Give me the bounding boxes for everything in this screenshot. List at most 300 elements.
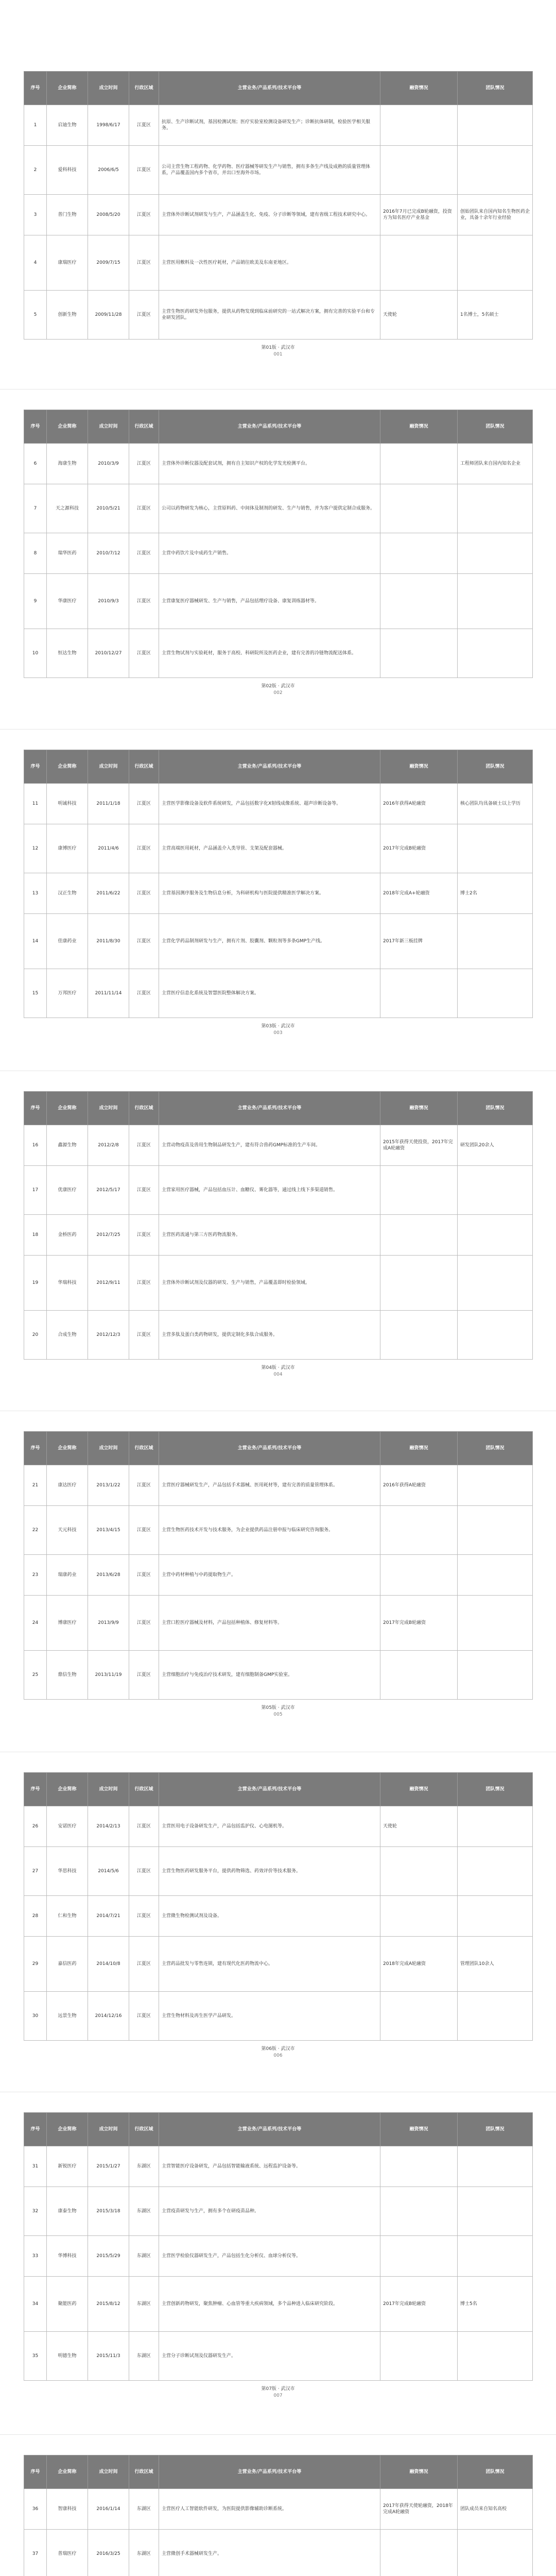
cell-name: 天元科技: [47, 1506, 88, 1555]
cell-founded: 2015/8/12: [88, 2277, 129, 2332]
header-name: 企业简称: [47, 72, 88, 105]
cell-financing: 2017年完成B轮融资: [380, 824, 458, 873]
cell-region: 江夏区: [129, 1896, 159, 1937]
cell-no: 27: [24, 1847, 47, 1896]
header-financing: 融资情况: [380, 1092, 458, 1125]
cell-no: 18: [24, 1215, 47, 1256]
cell-team: [458, 969, 533, 1018]
cell-founded: 2014/12/16: [88, 1992, 129, 2041]
cell-name: 爱科科技: [47, 146, 88, 195]
table-row: [24, 2332, 533, 2381]
table-row: [24, 574, 533, 629]
cell-business: 主营康复医疗器械研发、生产与销售，产品包括理疗设备、康复训练器材等。: [159, 574, 380, 629]
cell-no: 19: [24, 1256, 47, 1311]
header-region: 行政区域: [129, 2113, 159, 2146]
table-row: [24, 629, 533, 678]
cell-region: 江夏区: [129, 1937, 159, 1992]
cell-no: 2: [24, 146, 47, 195]
company-table: [24, 2455, 533, 2576]
cell-founded: 2012/7/25: [88, 1215, 129, 1256]
cell-financing: [380, 533, 458, 574]
cell-business: 主营口腔医疗器械及材料，产品包括种植体、修复材料等。: [159, 1596, 380, 1651]
cell-business: 主营生物试剂与实验耗材，服务于高校、科研院所及医药企业，建有完善的冷链物流配送体系。: [159, 629, 380, 678]
table-row: [24, 1215, 533, 1256]
table-row: [24, 1506, 533, 1555]
table-page: [24, 1431, 532, 1718]
header-team: 团队情况: [458, 1432, 533, 1465]
cell-region: 江夏区: [129, 969, 159, 1018]
cell-founded: 2013/11/19: [88, 1651, 129, 1700]
header-name: 企业简称: [47, 750, 88, 784]
cell-business: 公司以药物研发为核心，主营原料药、中间体及制剂的研发、生产与销售，并为客户提供定制合成服务。: [159, 484, 380, 533]
cell-no: 37: [24, 2530, 47, 2576]
cell-business: 主营医疗器械研发生产，产品包括手术器械、医用耗材等，建有完善的质量管理体系。: [159, 1465, 380, 1506]
cell-no: 32: [24, 2187, 47, 2236]
cell-name: 佳康药业: [47, 914, 88, 969]
cell-team: 团队成员来自知名高校: [458, 2489, 533, 2530]
cell-financing: [380, 1847, 458, 1896]
table-header-row: [24, 2455, 533, 2489]
cell-team: [458, 1806, 533, 1847]
cell-no: 26: [24, 1806, 47, 1847]
header-team: 团队情况: [458, 2113, 533, 2146]
cell-name: 远景生物: [47, 1992, 88, 2041]
cell-team: [458, 2187, 533, 2236]
cell-business: 主营分子诊断试剂及仪器研发生产。: [159, 2332, 380, 2381]
page-footer: [24, 2386, 532, 2399]
cell-region: 东湖区: [129, 2489, 159, 2530]
cell-no: 16: [24, 1125, 47, 1166]
footer-source: 第04版 · 武汉市: [261, 1365, 295, 1370]
cell-name: 瑞华医药: [47, 533, 88, 574]
cell-team: [458, 1555, 533, 1596]
cell-region: 江夏区: [129, 105, 159, 146]
cell-region: 江夏区: [129, 291, 159, 340]
table-row: [24, 2277, 533, 2332]
cell-financing: [380, 146, 458, 195]
cell-founded: 1998/6/17: [88, 105, 129, 146]
company-table: [24, 71, 533, 340]
cell-team: 1名博士，5名硕士: [458, 291, 533, 340]
table-row: [24, 1847, 533, 1896]
cell-founded: 2015/5/29: [88, 2236, 129, 2277]
cell-name: 金桥医药: [47, 1215, 88, 1256]
cell-name: 汉正生物: [47, 873, 88, 914]
table-row: [24, 2530, 533, 2576]
cell-business: 抗原、生产诊断试剂，基因检测试剂；医疗实验室检测设备研发生产；诊断抗体研制，检验医学相关服务。: [159, 105, 380, 146]
cell-region: 江夏区: [129, 873, 159, 914]
table-row: [24, 1166, 533, 1215]
table-row: [24, 1806, 533, 1847]
page-footer: [24, 683, 532, 697]
cell-region: 江夏区: [129, 629, 159, 678]
cell-name: 华博科技: [47, 2236, 88, 2277]
cell-no: 22: [24, 1506, 47, 1555]
cell-financing: 2018年完成A轮融资: [380, 1937, 458, 1992]
cell-financing: [380, 574, 458, 629]
page-number: 005: [273, 1712, 283, 1717]
cell-financing: 2017年完成B轮融资: [380, 2277, 458, 2332]
table-page: [24, 1772, 532, 2059]
cell-name: 嘉信医药: [47, 1937, 88, 1992]
cell-business: 主营生物医药研发服务平台，提供药物筛选、药效评价等技术服务。: [159, 1847, 380, 1896]
page-footer: [24, 1365, 532, 1378]
cell-team: [458, 1896, 533, 1937]
cell-no: 30: [24, 1992, 47, 2041]
cell-team: 博士5名: [458, 2277, 533, 2332]
table-row: [24, 533, 533, 574]
cell-business: 主营药品批发与零售连锁，建有现代化医药物流中心。: [159, 1937, 380, 1992]
table-header-row: [24, 410, 533, 444]
header-business: 主营业务/产品系列/技术平台等: [159, 750, 380, 784]
cell-business: 主营基因测序服务及生物信息分析，为科研机构与医院提供精准医学解决方案。: [159, 873, 380, 914]
header-team: 团队情况: [458, 1773, 533, 1806]
page-number: 006: [273, 2053, 283, 2058]
cell-business: 主营微生物检测试剂及设备。: [159, 1896, 380, 1937]
table-header-row: [24, 1432, 533, 1465]
cell-region: 江夏区: [129, 914, 159, 969]
cell-financing: [380, 1651, 458, 1700]
header-team: 团队情况: [458, 750, 533, 784]
cell-no: 8: [24, 533, 47, 574]
cell-financing: [380, 969, 458, 1018]
page-number: 002: [273, 690, 283, 696]
company-table: [24, 750, 533, 1018]
table-row: [24, 1311, 533, 1360]
cell-team: 研发团队20余人: [458, 1125, 533, 1166]
cell-business: 主营体外诊断仪器及配套试剂，拥有自主知识产权的化学发光检测平台。: [159, 444, 380, 484]
header-founded: 成立时间: [88, 410, 129, 444]
company-table: [24, 2112, 533, 2381]
cell-region: 江夏区: [129, 235, 159, 291]
header-founded: 成立时间: [88, 72, 129, 105]
footer-source: 第02版 · 武汉市: [261, 684, 295, 689]
cell-team: [458, 1311, 533, 1360]
cell-team: 管理团队10余人: [458, 1937, 533, 1992]
cell-no: 28: [24, 1896, 47, 1937]
cell-no: 6: [24, 444, 47, 484]
cell-founded: 2015/3/18: [88, 2187, 129, 2236]
cell-name: 鑫源生物: [47, 1125, 88, 1166]
cell-region: 江夏区: [129, 1465, 159, 1506]
header-founded: 成立时间: [88, 750, 129, 784]
table-row: [24, 1125, 533, 1166]
table-row: [24, 2489, 533, 2530]
footer-source: 第01版 · 武汉市: [261, 345, 295, 350]
cell-business: 主营化学药品制剂研发与生产，拥有片剂、胶囊剂、颗粒剂等多条GMP生产线。: [159, 914, 380, 969]
header-team: 团队情况: [458, 410, 533, 444]
cell-region: 江夏区: [129, 574, 159, 629]
cell-financing: [380, 235, 458, 291]
cell-no: 31: [24, 2146, 47, 2187]
cell-founded: 2009/7/15: [88, 235, 129, 291]
cell-team: [458, 2146, 533, 2187]
table-row: [24, 1896, 533, 1937]
table-row: [24, 235, 533, 291]
cell-no: 13: [24, 873, 47, 914]
header-business: 主营业务/产品系列/技术平台等: [159, 72, 380, 105]
cell-business: 主营中药饮片及中成药生产销售。: [159, 533, 380, 574]
cell-business: 公司主营生物工程药物、化学药物、医疗器械等研发生产与销售，拥有多条生产线及成熟的质量管理体系，产品覆盖国内多个省市，并出口至海外市场。: [159, 146, 380, 195]
table-row: [24, 1555, 533, 1596]
table-page: [24, 71, 532, 358]
page-footer: [24, 345, 532, 358]
header-financing: 融资情况: [380, 410, 458, 444]
cell-founded: 2015/11/3: [88, 2332, 129, 2381]
cell-financing: 2017年获得天使轮融资，2018年完成A轮融资: [380, 2489, 458, 2530]
cell-business: 主营医学影像设备及软件系统研发，产品包括数字化X射线成像系统、超声诊断设备等。: [159, 784, 380, 824]
cell-region: 江夏区: [129, 1806, 159, 1847]
cell-name: 华瑞科技: [47, 1256, 88, 1311]
table-header-row: [24, 750, 533, 784]
cell-region: 江夏区: [129, 1166, 159, 1215]
header-region: 行政区域: [129, 72, 159, 105]
header-region: 行政区域: [129, 2455, 159, 2489]
cell-team: [458, 105, 533, 146]
cell-region: 江夏区: [129, 1555, 159, 1596]
cell-business: 主营体外诊断试剂及仪器的研发、生产与销售，产品覆盖即时检验领域。: [159, 1256, 380, 1311]
header-business: 主营业务/产品系列/技术平台等: [159, 2455, 380, 2489]
table-row: [24, 291, 533, 340]
cell-region: 江夏区: [129, 1596, 159, 1651]
cell-team: [458, 1596, 533, 1651]
cell-financing: [380, 1311, 458, 1360]
cell-business: 主营中药材种植与中药提取物生产。: [159, 1555, 380, 1596]
cell-founded: 2015/1/27: [88, 2146, 129, 2187]
header-no: 序号: [24, 750, 47, 784]
cell-region: 江夏区: [129, 784, 159, 824]
table-row: [24, 969, 533, 1018]
page-separator: [0, 2434, 556, 2435]
cell-name: 博康医疗: [47, 1596, 88, 1651]
header-team: 团队情况: [458, 2455, 533, 2489]
table-page: [24, 2455, 532, 2576]
cell-no: 3: [24, 195, 47, 235]
table-row: [24, 1651, 533, 1700]
cell-name: 普瑞医疗: [47, 2530, 88, 2576]
cell-founded: 2011/6/22: [88, 873, 129, 914]
cell-team: [458, 824, 533, 873]
header-business: 主营业务/产品系列/技术平台等: [159, 2113, 380, 2146]
table-page: [24, 2112, 532, 2399]
cell-region: 东湖区: [129, 2187, 159, 2236]
cell-financing: 天使轮: [380, 291, 458, 340]
cell-business: 主营生物材料及再生医学产品研发。: [159, 1992, 380, 2041]
header-name: 企业简称: [47, 2113, 88, 2146]
cell-financing: 2016年7月已完成B轮融资，投资方为知名医疗产业基金: [380, 195, 458, 235]
header-region: 行政区域: [129, 1773, 159, 1806]
cell-name: 康泰生物: [47, 2187, 88, 2236]
cell-no: 11: [24, 784, 47, 824]
cell-business: 主营生物医药研发外包服务，提供从药物发现到临床前研究的一站式解决方案，拥有完善的实验平台和专业研发团队。: [159, 291, 380, 340]
header-business: 主营业务/产品系列/技术平台等: [159, 1092, 380, 1125]
cell-founded: 2006/6/5: [88, 146, 129, 195]
cell-founded: 2016/1/14: [88, 2489, 129, 2530]
header-no: 序号: [24, 2113, 47, 2146]
cell-name: 康博医疗: [47, 824, 88, 873]
cell-financing: [380, 444, 458, 484]
page-footer: [24, 1023, 532, 1037]
cell-region: 江夏区: [129, 1847, 159, 1896]
header-financing: 融资情况: [380, 1773, 458, 1806]
cell-financing: [380, 2187, 458, 2236]
cell-financing: [380, 105, 458, 146]
cell-financing: 2016年获得A轮融资: [380, 784, 458, 824]
cell-name: 安诺医疗: [47, 1806, 88, 1847]
cell-founded: 2010/3/9: [88, 444, 129, 484]
cell-business: 主营家用医疗器械，产品包括血压计、血糖仪、雾化器等，通过线上线下多渠道销售。: [159, 1166, 380, 1215]
cell-no: 10: [24, 629, 47, 678]
header-no: 序号: [24, 1773, 47, 1806]
cell-founded: 2010/7/12: [88, 533, 129, 574]
footer-source: 第06版 · 武汉市: [261, 2046, 295, 2052]
cell-region: 江夏区: [129, 195, 159, 235]
header-financing: 融资情况: [380, 1432, 458, 1465]
cell-founded: 2012/5/17: [88, 1166, 129, 1215]
company-table: [24, 1431, 533, 1700]
cell-team: [458, 1506, 533, 1555]
company-table: [24, 410, 533, 678]
cell-region: 东湖区: [129, 2277, 159, 2332]
cell-no: 17: [24, 1166, 47, 1215]
cell-region: 东湖区: [129, 2530, 159, 2576]
cell-team: [458, 1215, 533, 1256]
table-row: [24, 2236, 533, 2277]
page-separator: [0, 729, 556, 730]
cell-founded: 2009/11/28: [88, 291, 129, 340]
cell-team: [458, 484, 533, 533]
header-founded: 成立时间: [88, 1432, 129, 1465]
cell-financing: 2018年完成A+轮融资: [380, 873, 458, 914]
header-name: 企业简称: [47, 2455, 88, 2489]
cell-no: 36: [24, 2489, 47, 2530]
cell-no: 21: [24, 1465, 47, 1506]
cell-founded: 2010/5/21: [88, 484, 129, 533]
table-row: [24, 2187, 533, 2236]
cell-team: [458, 235, 533, 291]
cell-team: 博士2名: [458, 873, 533, 914]
header-no: 序号: [24, 1092, 47, 1125]
page-number: 004: [273, 1372, 283, 1377]
table-row: [24, 1465, 533, 1506]
cell-region: 江夏区: [129, 1311, 159, 1360]
page-number: 003: [273, 1030, 283, 1036]
cell-founded: 2014/10/8: [88, 1937, 129, 1992]
cell-name: 康达医疗: [47, 1465, 88, 1506]
cell-name: 优康医疗: [47, 1166, 88, 1215]
header-founded: 成立时间: [88, 2455, 129, 2489]
header-name: 企业简称: [47, 1432, 88, 1465]
cell-founded: 2008/5/20: [88, 195, 129, 235]
cell-founded: 2011/1/18: [88, 784, 129, 824]
cell-name: 新锐医疗: [47, 2146, 88, 2187]
table-row: [24, 195, 533, 235]
page-footer: [24, 1705, 532, 1718]
header-founded: 成立时间: [88, 1773, 129, 1806]
cell-financing: [380, 484, 458, 533]
table-row: [24, 873, 533, 914]
cell-business: 主营体外诊断试剂研发与生产，产品涵盖生化、免疫、分子诊断等领域，建有省级工程技术研究中心。: [159, 195, 380, 235]
cell-region: 江夏区: [129, 1215, 159, 1256]
cell-founded: 2013/4/15: [88, 1506, 129, 1555]
cell-financing: 2015年获得天使投资，2017年完成A轮融资: [380, 1125, 458, 1166]
cell-team: [458, 629, 533, 678]
cell-team: [458, 914, 533, 969]
cell-name: 仁和生物: [47, 1896, 88, 1937]
cell-team: [458, 574, 533, 629]
cell-financing: [380, 1896, 458, 1937]
cell-name: 海康生物: [47, 444, 88, 484]
cell-region: 江夏区: [129, 533, 159, 574]
table-row: [24, 2146, 533, 2187]
footer-source: 第03版 · 武汉市: [261, 1024, 295, 1029]
cell-name: 合成生物: [47, 1311, 88, 1360]
table-header-row: [24, 72, 533, 105]
cell-financing: [380, 1992, 458, 2041]
cell-business: 主营动物疫苗及兽用生物制品研发生产，建有符合兽药GMP标准的生产车间。: [159, 1125, 380, 1166]
cell-financing: [380, 1256, 458, 1311]
page-number: 007: [273, 2393, 283, 2398]
table-row: [24, 824, 533, 873]
cell-business: 主营医用电子设备研发生产，产品包括监护仪、心电图机等。: [159, 1806, 380, 1847]
header-name: 企业简称: [47, 1773, 88, 1806]
cell-name: 瑞康药业: [47, 1555, 88, 1596]
cell-financing: 2016年获得A轮融资: [380, 1465, 458, 1506]
cell-founded: 2010/12/27: [88, 629, 129, 678]
cell-no: 33: [24, 2236, 47, 2277]
header-financing: 融资情况: [380, 2113, 458, 2146]
cell-name: 万邦医疗: [47, 969, 88, 1018]
cell-no: 20: [24, 1311, 47, 1360]
cell-name: 恒达生物: [47, 629, 88, 678]
header-team: 团队情况: [458, 72, 533, 105]
table-page: [24, 410, 532, 697]
cell-no: 25: [24, 1651, 47, 1700]
table-header-row: [24, 1092, 533, 1125]
cell-region: 东湖区: [129, 2332, 159, 2381]
cell-founded: 2013/9/9: [88, 1596, 129, 1651]
cell-name: 启迪生物: [47, 105, 88, 146]
cell-business: 主营医药流通与第三方医药物流服务。: [159, 1215, 380, 1256]
cell-business: 主营医用敷料及一次性医疗耗材，产品销往欧美及东南亚地区。: [159, 235, 380, 291]
cell-region: 江夏区: [129, 1506, 159, 1555]
cell-name: 聚能医药: [47, 2277, 88, 2332]
cell-founded: 2013/6/28: [88, 1555, 129, 1596]
table-header-row: [24, 2113, 533, 2146]
cell-name: 智康科技: [47, 2489, 88, 2530]
cell-founded: 2012/9/11: [88, 1256, 129, 1311]
header-name: 企业简称: [47, 410, 88, 444]
cell-region: 江夏区: [129, 444, 159, 484]
cell-business: 主营智能医疗设备研发，产品包括智能输液系统、远程监护设备等。: [159, 2146, 380, 2187]
cell-business: 主营创新药物研发，聚焦肿瘤、心血管等重大疾病领域，多个品种进入临床研究阶段。: [159, 2277, 380, 2332]
cell-financing: [380, 2332, 458, 2381]
cell-founded: 2010/9/3: [88, 574, 129, 629]
cell-no: 24: [24, 1596, 47, 1651]
cell-no: 23: [24, 1555, 47, 1596]
cell-founded: 2012/12/3: [88, 1311, 129, 1360]
header-business: 主营业务/产品系列/技术平台等: [159, 1773, 380, 1806]
cell-financing: [380, 1215, 458, 1256]
cell-region: 江夏区: [129, 1992, 159, 2041]
cell-no: 9: [24, 574, 47, 629]
header-no: 序号: [24, 72, 47, 105]
header-name: 企业简称: [47, 1092, 88, 1125]
cell-no: 14: [24, 914, 47, 969]
header-financing: 融资情况: [380, 750, 458, 784]
cell-team: [458, 2236, 533, 2277]
cell-founded: 2014/7/21: [88, 1896, 129, 1937]
